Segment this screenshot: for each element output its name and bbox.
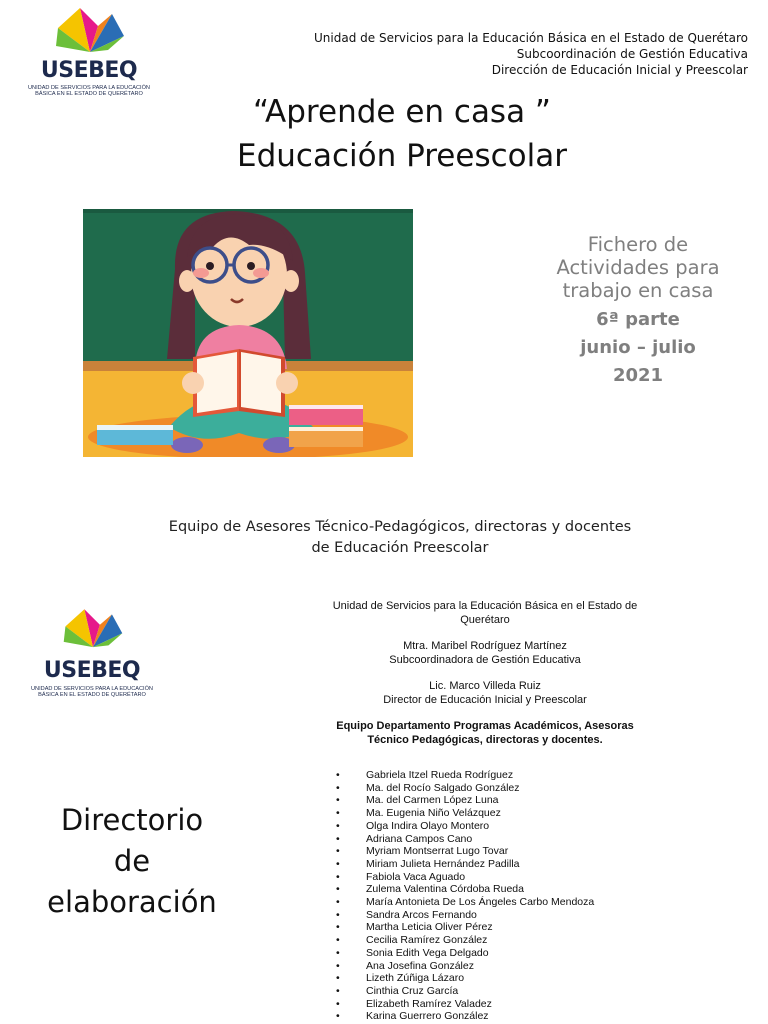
logo-wordmark: USEBEQ xyxy=(43,658,141,683)
directorio-title-line-3: elaboración xyxy=(47,885,217,919)
logo-caption-line-2: BÁSICA EN EL ESTADO DE QUERÉTARO xyxy=(35,91,143,98)
girl-reading-icon xyxy=(83,209,413,457)
cover-title-line-1: “Aprende en casa ” xyxy=(252,94,551,130)
list-item: • Ana Josefina González xyxy=(336,960,594,973)
header-line-unit: Unidad de Servicios para la Educación Básica en el Estado de Querétaro xyxy=(314,31,748,45)
list-item: • Sandra Arcos Fernando xyxy=(336,909,594,922)
logo-caption-line-1: UNIDAD DE SERVICIOS PARA LA EDUCACIÓN xyxy=(28,85,150,91)
list-item: • Lizeth Zúñiga Lázaro xyxy=(336,972,594,985)
unit-line-1: Unidad de Servicios para la Educación Básica en el Estado de xyxy=(332,600,638,612)
list-item: • Sonia Edith Vega Delgado xyxy=(336,947,594,960)
header-line-direction: Dirección de Educación Inicial y Preescolar xyxy=(491,63,748,77)
subcoordinator-role: Subcoordinadora de Gestión Educativa xyxy=(389,653,581,666)
institution-header xyxy=(314,30,748,78)
team-heading-line-1: Equipo Departamento Programas Académicos, Asesoras xyxy=(336,720,634,732)
usebeq-star-mark-icon xyxy=(62,606,124,652)
list-item: • Ma. Eugenia Niño Velázquez xyxy=(336,807,594,820)
director-name: Lic. Marco Villeda Ruiz xyxy=(429,680,541,692)
team-credit-line-1: Equipo de Asesores Técnico-Pedagógicos, directoras y docentes xyxy=(168,519,632,535)
directorio-title xyxy=(18,800,246,923)
logo-wordmark: USEBEQ xyxy=(40,58,138,83)
member-list xyxy=(336,769,594,1023)
director-role: Director de Educación Inicial y Preescolar xyxy=(383,693,587,706)
list-item: • Cecilia Ramírez González xyxy=(336,934,594,947)
list-item: • Fabiola Vaca Aguado xyxy=(336,871,594,884)
directory-header xyxy=(290,600,680,747)
list-item: • Ma. del Rocío Salgado González xyxy=(336,782,594,795)
directory-page xyxy=(0,578,768,1024)
directorio-title-line-1: Directorio xyxy=(60,803,204,837)
list-item: • Zulema Valentina Córdoba Rueda xyxy=(336,883,594,896)
fichero-part: 6ª parte xyxy=(596,309,680,330)
list-item: • María Antonieta De Los Ángeles Carbo Mendoza xyxy=(336,896,594,909)
fichero-line-1: Fichero de xyxy=(587,233,689,256)
unit-line-2: Querétaro xyxy=(460,613,510,626)
cover-team-credit xyxy=(100,517,700,559)
list-item: • Cinthia Cruz García xyxy=(336,985,594,998)
list-item: • Elizabeth Ramírez Valadez xyxy=(336,998,594,1011)
fichero-line-2: Actividades para xyxy=(556,256,720,279)
logo-caption-line-2: BÁSICA EN EL ESTADO DE QUERÉTARO xyxy=(38,692,146,699)
list-item: • Martha Leticia Oliver Pérez xyxy=(336,921,594,934)
list-item: • Gabriela Itzel Rueda Rodríguez xyxy=(336,769,594,782)
fichero-months: junio – julio xyxy=(580,337,696,358)
logo-caption xyxy=(26,686,158,699)
list-item: • Miriam Julieta Hernández Padilla xyxy=(336,858,594,871)
cover-title-line-2: Educación Preescolar xyxy=(237,138,567,174)
fichero-year: 2021 xyxy=(612,365,664,386)
usebeq-logo xyxy=(18,6,160,106)
team-heading-line-2: Técnico Pedagógicas, directoras y docentes. xyxy=(367,733,603,746)
list-item: • Myriam Montserrat Lugo Tovar xyxy=(336,845,594,858)
team-credit-line-2: de Educación Preescolar xyxy=(311,540,489,556)
cover-title xyxy=(140,90,664,178)
list-item: • Adriana Campos Cano xyxy=(336,833,594,846)
usebeq-star-mark-icon xyxy=(54,6,126,56)
list-item: • Olga Indira Olayo Montero xyxy=(336,820,594,833)
directorio-title-line-2: de xyxy=(113,844,151,878)
logo-caption-line-1: UNIDAD DE SERVICIOS PARA LA EDUCACIÓN xyxy=(31,686,153,692)
logo-caption xyxy=(18,85,160,98)
fichero-line-3: trabajo en casa xyxy=(562,279,714,302)
list-item: • Ma. del Carmen López Luna xyxy=(336,794,594,807)
fichero-info xyxy=(528,233,748,390)
usebeq-logo xyxy=(26,606,158,706)
header-line-subcoordination: Subcoordinación de Gestión Educativa xyxy=(516,47,748,61)
list-item: • Karina Guerrero González xyxy=(336,1010,594,1023)
girl-reading-illustration xyxy=(83,209,413,457)
subcoordinator-name: Mtra. Maribel Rodríguez Martínez xyxy=(403,640,567,652)
